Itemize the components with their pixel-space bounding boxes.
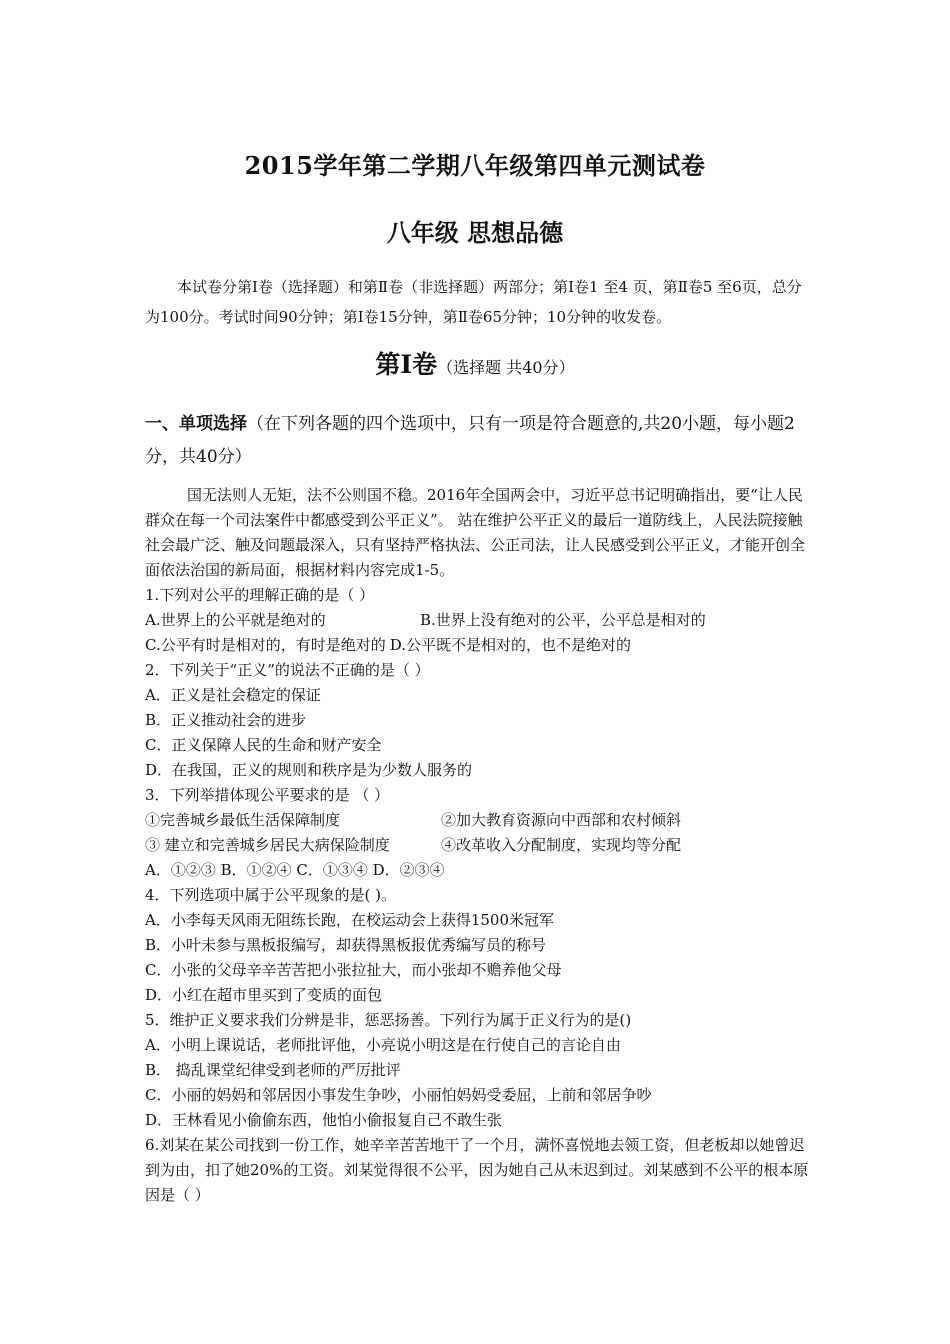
exam-instructions: 本试卷分第Ⅰ卷（选择题）和第Ⅱ卷（非选择题）两部分；第Ⅰ卷1 至4 页，第Ⅱ卷5 至6页，总分为100分。考试时间90分钟；第Ⅰ卷15分钟，第Ⅱ卷65分钟；10分钟的收发卷。 — [145, 278, 802, 326]
question-body — [145, 483, 810, 1208]
q5-option-c: C．小丽的妈妈和邻居因小事发生争吵，小丽怕妈妈受委屈，上前和邻居争吵 — [145, 1086, 652, 1104]
q1-option-d: D.公平既不是相对的，也不是绝对的 — [389, 636, 631, 654]
q1-option-a: A.世界上的公平就是绝对的 — [145, 611, 326, 629]
q3-item-2: ②加大教育资源向中西部和农村倾斜 — [441, 811, 682, 829]
volume-note: （选择题 共40分） — [437, 358, 575, 377]
q4-option-b: B．小叶未参与黑板报编写，却获得黑板报优秀编写员的称号 — [145, 936, 547, 954]
q2-option-a: A．正义是社会稳定的保证 — [145, 686, 321, 704]
exam-subtitle: 八年级 思想品德 — [386, 218, 564, 247]
q3-items-row1 — [145, 808, 810, 833]
volume-heading — [0, 345, 950, 381]
q5-option-d: D．王林看见小偷偷东西，他怕小偷报复自己不敢生张 — [145, 1111, 503, 1129]
q6-stem: 6.刘某在某公司找到一份工作，她辛辛苦苦地干了一个月，满怀喜悦地去领工资，但老板却以她曾迟到为由，扣了她20%的工资。刘某觉得很不公平，因为她自己从未迟到过。刘某感到不公平的根本原因是（ ） — [145, 1136, 809, 1204]
q4-option-a: A．小李每天风雨无阻练长跑，在校运动会上获得1500米冠军 — [145, 911, 555, 929]
material-paragraph: 国无法则人无矩，法不公则国不稳。2016年全国两会中，习近平总书记明确指出，要“让人民群众在每一个司法案件中都感受到公平正义”。 站在维护公平正义的最后一道防线上，人民法院接触社会最广泛、触及问题最深入，只有坚持严格执法、公正司法，让人民感受到公平正义，才能开创全面依法治国的新局面，根据材料内容完成1-5。 — [145, 486, 806, 579]
q4-option-c: C．小张的父母辛辛苦苦把小张拉扯大，而小张却不赡养他父母 — [145, 961, 562, 979]
q1-option-b: B.世界上没有绝对的公平，公平总是相对的 — [420, 611, 706, 629]
q3-item-1: ①完善城乡最低生活保障制度 — [145, 811, 341, 829]
q1-stem: 1.下列对公平的理解正确的是（ ） — [145, 586, 375, 604]
q2-option-d: D．在我国，正义的规则和秩序是为少数人服务的 — [145, 761, 473, 779]
q3-item-3: ③ 建立和完善城乡居民大病保险制度 — [145, 836, 390, 854]
q4-stem: 4．下列选项中属于公平现象的是( )。 — [145, 886, 397, 904]
q3-items-row2 — [145, 833, 810, 858]
q1-options-row1 — [145, 608, 810, 633]
q5-option-b: B． 捣乱课堂纪律受到老师的严厉批评 — [145, 1061, 401, 1079]
volume-label: 第Ⅰ卷 — [375, 350, 438, 379]
q3-item-4: ④改革收入分配制度，实现均等分配 — [441, 836, 682, 854]
q5-option-a: A．小明上课说话，老师批评他，小亮说小明这是在行使自己的言论自由 — [145, 1036, 621, 1054]
section-heading — [145, 408, 810, 474]
q2-option-c: C．正义保障人民的生命和财产安全 — [145, 736, 382, 754]
q3-stem: 3．下列举措体现公平要求的是 （ ） — [145, 786, 390, 804]
q1-option-c: C.公平有时是相对的，有时是绝对的 — [145, 636, 386, 654]
q2-option-b: B．正义推动社会的进步 — [145, 711, 307, 729]
q3-answers: A．①②③ B．①②④ C．①③④ D．②③④ — [145, 861, 445, 879]
section-note: （在下列各题的四个选项中，只有一项是符合题意的,共20小题，每小题2分，共40分） — [145, 414, 795, 467]
q4-option-d: D．小红在超市里买到了变质的面包 — [145, 986, 383, 1004]
section-label: 一、单项选择 — [145, 414, 247, 434]
exam-title: 2015学年第二学期八年级第四单元测试卷 — [244, 151, 706, 180]
q5-stem: 5．维护正义要求我们分辨是非，惩恶扬善。下列行为属于正义行为的是() — [145, 1011, 632, 1029]
q1-options-row2 — [145, 633, 810, 658]
q2-stem: 2．下列关于“正义”的说法不正确的是（ ） — [145, 661, 430, 679]
